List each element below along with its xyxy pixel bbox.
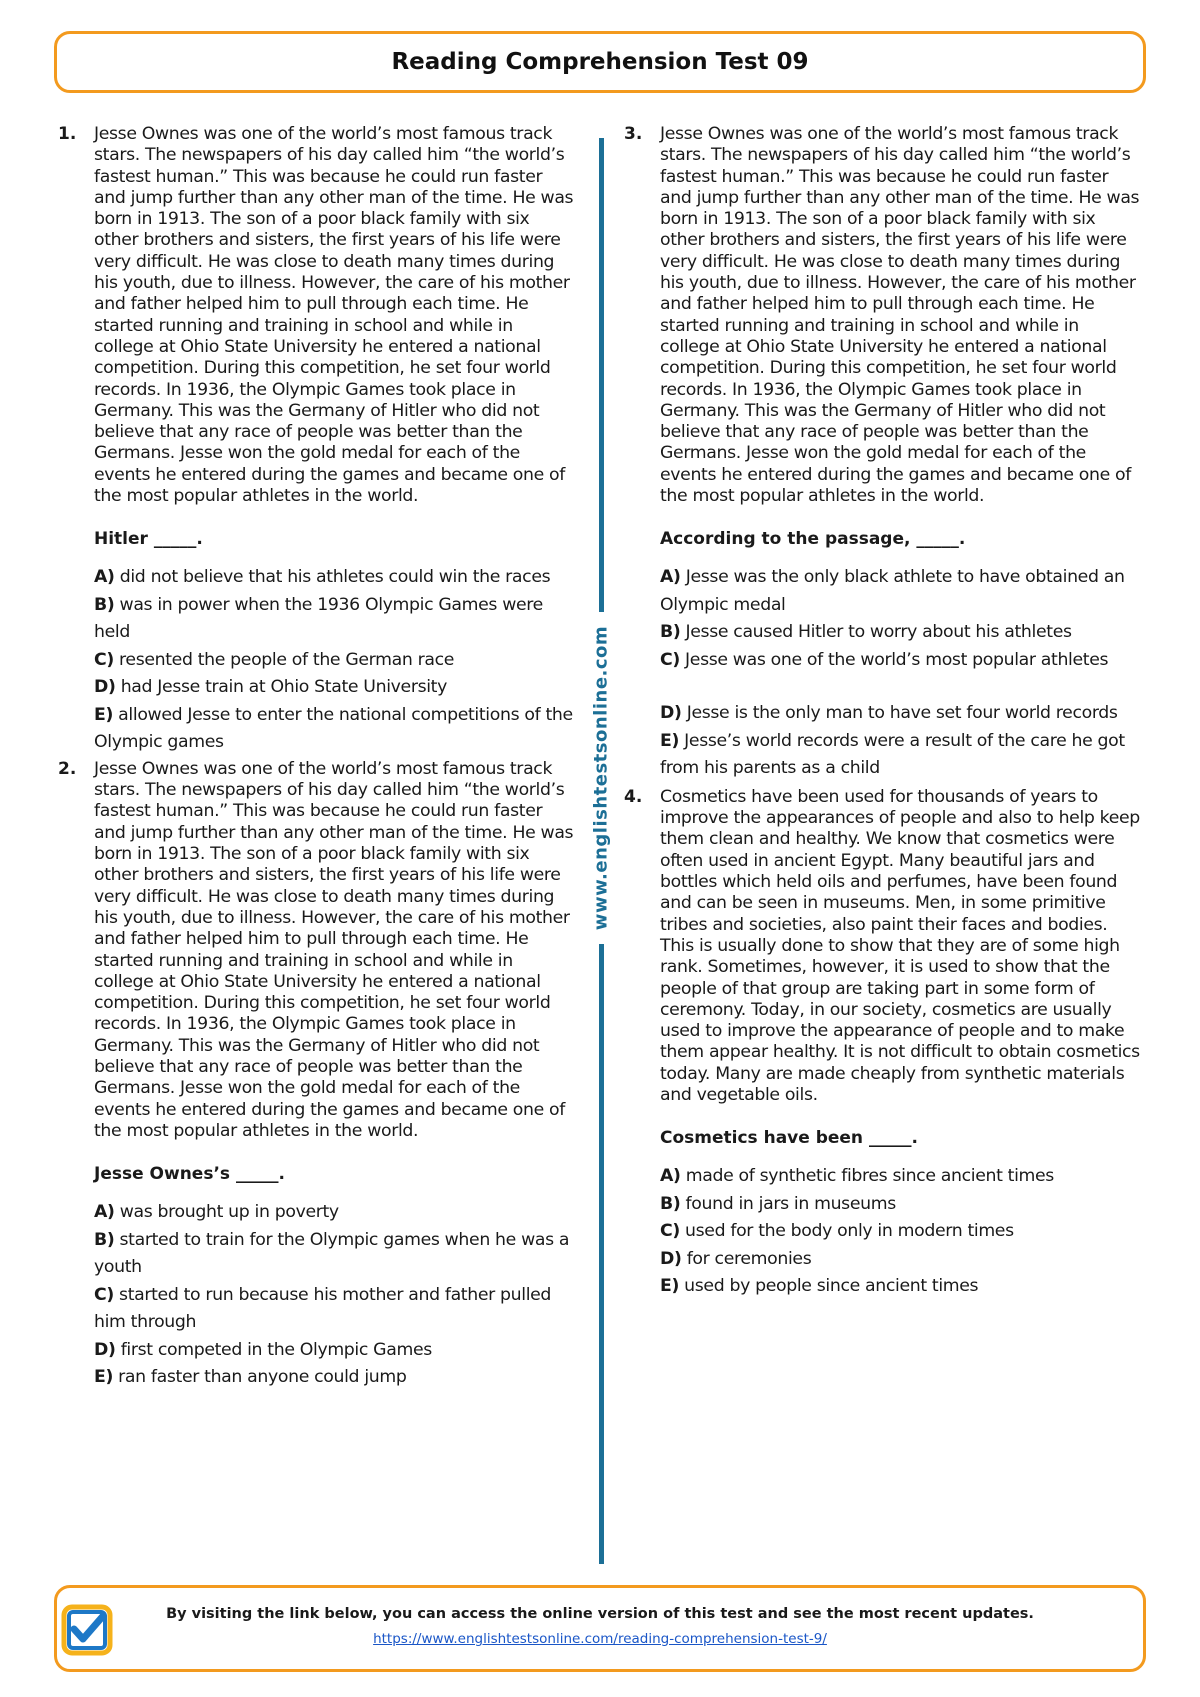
passage: Jesse Ownes was one of the world’s most famous track stars. The newspapers of his day called him “the world’s fastest human.” This was because he could run faster and jump further than any other man of the time. He was born in 1913. The son of a poor black family with six other brothers and sisters, the first years of his life were very difficult. He was close to death many times during his youth, due to illness. However, the care of his mother and father helped him to pull through each time. He started running and training in school and while in college at Ohio State University he entered a national competition. During this competition, he set four world records. In 1936, the Olympic Games took place in Germany. This was the Germany of Hitler who did not believe that any race of people was better than the Germans. Jesse won the gold medal for each of the events he entered during the games and became one of the most popular athletes in the world. — [660, 124, 1140, 507]
option-text: made of synthetic fibres since ancient times — [685, 1166, 1054, 1187]
option-letter: B) — [660, 622, 681, 643]
option-text: first competed in the Olympic Games — [120, 1339, 432, 1360]
page-title: Reading Comprehension Test 09 — [391, 49, 809, 75]
option[interactable] — [660, 1273, 1142, 1301]
question-prompt: Cosmetics have been _____. — [660, 1128, 918, 1149]
left-column — [56, 124, 576, 1392]
side-watermark-url: www.englishtestsonline.com — [590, 625, 612, 931]
option-text: was brought up in poverty — [119, 1202, 339, 1223]
option-text: had Jesse train at Ohio State University — [120, 677, 447, 698]
option[interactable] — [660, 619, 1142, 647]
option-letter: D) — [94, 677, 116, 698]
option-letter: B) — [94, 594, 115, 615]
option-letter: B) — [660, 1193, 681, 1214]
question-3 — [622, 124, 1142, 783]
option-letter: C) — [660, 1221, 680, 1242]
question-number: 4. — [624, 786, 643, 807]
question-1 — [56, 124, 576, 757]
question-4 — [622, 787, 1142, 1301]
passage: Jesse Ownes was one of the world’s most famous track stars. The newspapers of his day called him “the world’s fastest human.” This was because he could run faster and jump further than any other man of the time. He was born in 1913. The son of a poor black family with six other brothers and sisters, the first years of his life were very difficult. He was close to death many times during his youth, due to illness. However, the care of his mother and father helped him to pull through each time. He started running and training in school and while in college at Ohio State University he entered a national competition. During this competition, he set four world records. In 1936, the Olympic Games took place in Germany. This was the Germany of Hitler who did not believe that any race of people was better than the Germans. Jesse won the gold medal for each of the events he entered during the games and became one of the most popular athletes in the world. — [94, 124, 574, 507]
question-number: 1. — [58, 124, 77, 144]
question-prompt: According to the passage, _____. — [660, 529, 966, 550]
option-letter: A) — [660, 1166, 681, 1187]
options-list — [660, 1163, 1142, 1301]
option[interactable] — [660, 1246, 1142, 1274]
option[interactable] — [660, 1218, 1142, 1246]
option[interactable] — [660, 1191, 1142, 1219]
option-text: for ceremonies — [686, 1248, 812, 1269]
option-letter: A) — [94, 567, 115, 588]
option-text: Jesse was one of the world’s most popular athletes — [685, 649, 1109, 670]
option[interactable] — [94, 674, 576, 702]
column-divider-top — [599, 138, 604, 612]
option[interactable] — [94, 1199, 576, 1227]
option[interactable] — [660, 564, 1142, 619]
option[interactable] — [94, 702, 576, 757]
question-2 — [56, 759, 576, 1392]
options-list — [660, 564, 1142, 783]
option-letter: C) — [94, 649, 114, 670]
option[interactable] — [94, 647, 576, 675]
option-letter: E) — [94, 704, 114, 725]
option[interactable] — [94, 564, 576, 592]
passage: Cosmetics have been used for thousands of years to improve the appearances of people and also to help keep them clean and healthy. We know that cosmetics were often used in ancient Egypt. Many beautiful jars and bottles which held oils and perfumes, have been found and can be seen in museums. Men, in some primitive tribes and societies, also paint their faces and bodies. This is usually done to show that they are of some high rank. Sometimes, however, it is used to show that the people of that group are taking part in some form of ceremony. Today, in our society, cosmetics are usually used to improve the appearance of people and to make them appear healthy. It is not difficult to obtain cosmetics today. Many are made cheaply from synthetic materials and vegetable oils. — [660, 786, 1140, 1105]
question-prompt: Hitler _____. — [94, 529, 203, 550]
options-list — [94, 1199, 576, 1392]
option-letter: C) — [660, 649, 680, 670]
option-letter: A) — [94, 1202, 115, 1223]
option-letter: B) — [94, 1229, 115, 1250]
option-text: resented the people of the German race — [119, 649, 455, 670]
option-text: found in jars in museums — [685, 1193, 896, 1214]
passage: Jesse Ownes was one of the world’s most famous track stars. The newspapers of his day called him “the world’s fastest human.” This was because he could run faster and jump further than any other man of the time. He was born in 1913. The son of a poor black family with six other brothers and sisters, the first years of his life were very difficult. He was close to death many times during his youth, due to illness. However, the care of his mother and father helped him to pull through each time. He started running and training in school and while in college at Ohio State University he entered a national competition. During this competition, he set four world records. In 1936, the Olympic Games took place in Germany. This was the Germany of Hitler who did not believe that any race of people was better than the Germans. Jesse won the gold medal for each of the events he entered during the games and became one of the most popular athletes in the world. — [94, 758, 574, 1141]
option-letter: D) — [94, 1339, 116, 1360]
option-text: started to train for the Olympic games when he was a youth — [94, 1229, 570, 1278]
option-letter: E) — [94, 1367, 114, 1388]
option[interactable] — [94, 592, 576, 647]
question-number: 3. — [624, 124, 643, 144]
option-text: ran faster than anyone could jump — [118, 1367, 407, 1388]
option-text: was in power when the 1936 Olympic Games were held — [94, 594, 543, 643]
option-text: allowed Jesse to enter the national competitions of the Olympic games — [94, 704, 573, 753]
option-text: Jesse is the only man to have set four world records — [686, 703, 1118, 724]
option-text: did not believe that his athletes could win the races — [119, 567, 551, 588]
question-number: 2. — [58, 758, 77, 779]
title-box — [54, 31, 1146, 93]
options-list — [94, 564, 576, 757]
footer-box — [54, 1585, 1146, 1672]
option[interactable] — [660, 728, 1142, 783]
option[interactable] — [94, 1282, 576, 1337]
option-letter: A) — [660, 567, 681, 588]
option[interactable] — [660, 1163, 1142, 1191]
option-text: used by people since ancient times — [684, 1276, 979, 1297]
footer-link[interactable]: https://www.englishtestsonline.com/reading-comprehension-test-9/ — [373, 1631, 827, 1647]
question-prompt: Jesse Ownes’s _____. — [94, 1164, 285, 1185]
option-text: Jesse’s world records were a result of the care he got from his parents as a child — [660, 730, 1125, 779]
option-letter: D) — [660, 1248, 682, 1269]
column-divider-bottom — [599, 944, 604, 1564]
option-letter: D) — [660, 703, 682, 724]
option-letter: E) — [660, 730, 680, 751]
option[interactable] — [660, 647, 1142, 675]
option[interactable] — [660, 700, 1142, 728]
option-letter: C) — [94, 1284, 114, 1305]
option[interactable] — [94, 1337, 576, 1365]
option-text: used for the body only in modern times — [685, 1221, 1014, 1242]
option-text: started to run because his mother and father pulled him through — [94, 1284, 552, 1333]
option-text: Jesse caused Hitler to worry about his athletes — [685, 622, 1072, 643]
option-letter: E) — [660, 1276, 680, 1297]
option-text: Jesse was the only black athlete to have obtained an Olympic medal — [660, 567, 1125, 615]
option[interactable] — [94, 1364, 576, 1392]
right-column — [622, 124, 1142, 1301]
footer-text: By visiting the link below, you can access the online version of this test and see the most recent updates. — [166, 1606, 1034, 1622]
option[interactable] — [94, 1227, 576, 1282]
